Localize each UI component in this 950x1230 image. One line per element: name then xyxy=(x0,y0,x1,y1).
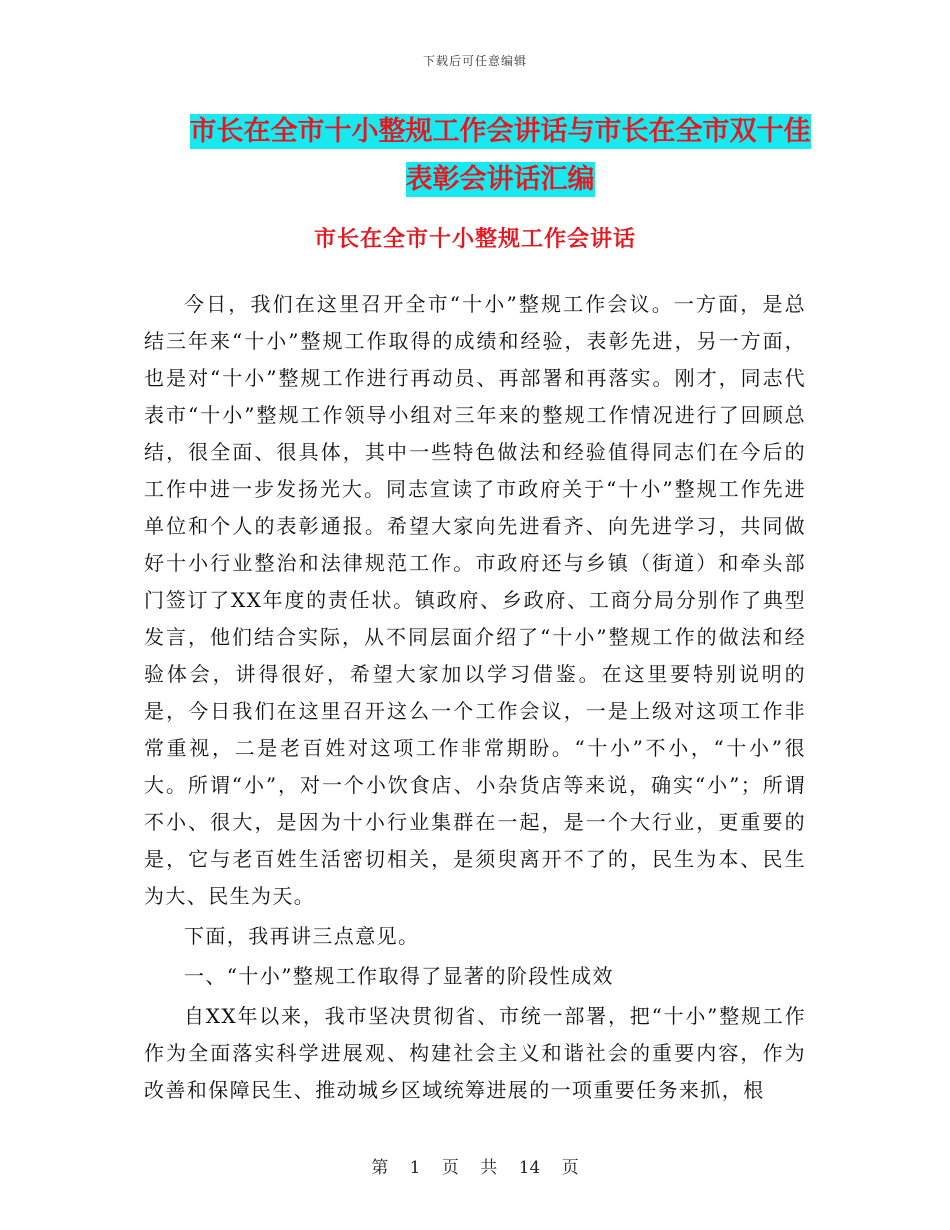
footer-label-ye2: 页 xyxy=(561,1158,579,1178)
document-title-line1: 市长在全市十小整规工作会讲话与市长在全市双十佳 xyxy=(189,116,811,147)
document-body xyxy=(144,286,806,1109)
paragraph-2: 下面，我再讲三点意见。 xyxy=(184,924,420,948)
paragraph-3-heading: 一、“十小”整规工作取得了显著的阶段性成效 xyxy=(184,964,614,988)
footer-total-pages: 14 xyxy=(518,1158,541,1178)
document-title xyxy=(150,108,850,204)
footer-page-number: 1 xyxy=(409,1158,421,1178)
footer-label-ye: 页 xyxy=(441,1158,459,1178)
header-note: 下载后可任意编辑 xyxy=(422,54,527,68)
footer-label-page: 第 xyxy=(371,1158,389,1178)
paragraph-4: 自XX年以来，我市坚决贯彻省、市统一部署，把“十小”整规工作作为全面落实科学进展观、构建社会主义和谐社会的重要内容，作为改善和保障民生、推动城乡区域统筹进展的一项重要任务来抓，根 xyxy=(144,1004,806,1102)
footer-label-total: 共 xyxy=(480,1158,498,1178)
section-title: 市长在全市十小整规工作会讲话 xyxy=(313,227,636,252)
page-footer xyxy=(0,1153,950,1178)
paragraph-1: 今日，我们在这里召开全市“十小”整规工作会议。一方面，是总结三年来“十小”整规工作取得的成绩和经验，表彰先进，另一方面，也是对“十小”整规工作进行再动员、再部署和再落实。刚才，同志代表市“十小”整规工作领导小组对三年来的整规工作情况进行了回顾总结，很全面、很具体，其中一些特色做法和经验值得同志们在今后的工作中进一步发扬光大。同志宣读了市政府关于“十小”整规工作先进单位和个人的表彰通报。希望大家向先进看齐、向先进学习，共同做好十小行业整治和法律规范工作。市政府还与乡镇（街道）和牵头部门签订了XX年度的责任状。镇政府、乡政府、工商分局分别作了典型发言，他们结合实际，从不同层面介绍了“十小”整规工作的做法和经验体会，讲得很好，希望大家加以学习借鉴。在这里要特别说明的是，今日我们在这里召开这么一个工作会议，一是上级对这项工作非常重视，二是老百姓对这项工作非常期盼。“十小”不小，“十小”很大。所谓“小”，对一个小饮食店、小杂货店等来说，确实“小”；所谓不小、很大，是因为十小行业集群在一起，是一个大行业，更重要的是，它与老百姓生活密切相关，是须臾离开不了的，民生为本、民生为大、民生为天。 xyxy=(144,292,806,908)
document-title-line2: 表彰会讲话汇编 xyxy=(405,164,595,195)
